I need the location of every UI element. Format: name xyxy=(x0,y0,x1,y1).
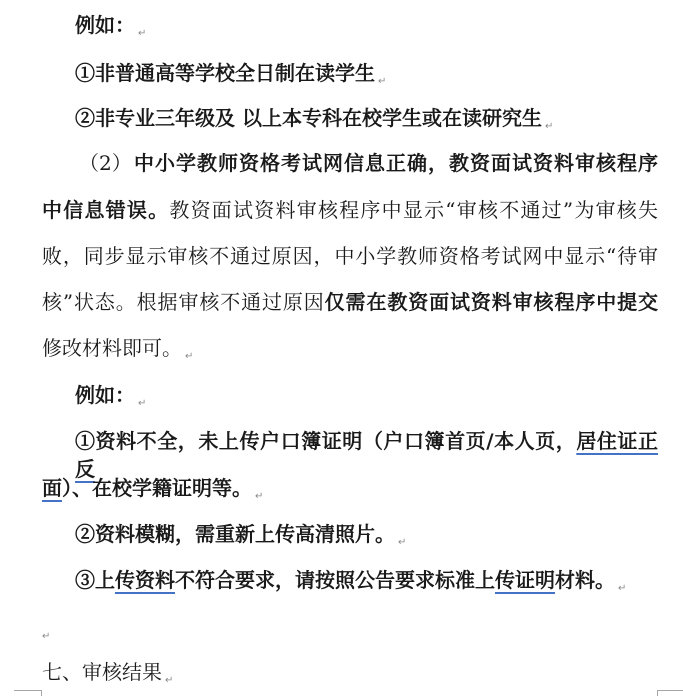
case-2-line-1 xyxy=(75,149,658,177)
case-2-line-2 xyxy=(42,196,658,224)
case-body-text: 教资面试资料审核程序中显示“审核不通过”为审核失 xyxy=(169,198,659,222)
paragraph-mark-icon: ↵ xyxy=(378,76,387,87)
case-2-line-3 xyxy=(42,242,658,270)
example-label-paragraph-2 xyxy=(75,381,658,409)
example-label: 例如： xyxy=(75,13,135,37)
paragraph-mark-icon: ↵ xyxy=(255,491,264,502)
example-label: 例如： xyxy=(75,383,135,407)
list-item-text: ②资料模糊，需重新上传高清照片。 xyxy=(75,522,395,546)
case-heading-text-end: 中信息错误。 xyxy=(42,198,170,222)
case-body-text: 修改材料即可。 xyxy=(42,336,182,360)
list-item-2-2 xyxy=(75,520,658,548)
list-item-1-1 xyxy=(75,59,658,87)
paragraph-mark-icon: ↵ xyxy=(398,537,407,548)
section-heading: 七、审核结果 xyxy=(42,660,162,684)
paragraph-mark-icon: ↵ xyxy=(138,398,147,409)
case-2-line-5 xyxy=(42,334,658,362)
corner-mark-right-vertical xyxy=(657,690,658,696)
grammar-flagged-text[interactable]: 传资料 xyxy=(115,568,175,592)
paragraph-mark-icon: ↵ xyxy=(138,28,147,39)
corner-mark-left-vertical xyxy=(41,690,42,696)
paragraph-mark-icon: ↵ xyxy=(42,631,51,642)
paragraph-mark-icon: ↵ xyxy=(544,121,554,132)
list-item-text: ）、在校学籍证明等。 xyxy=(62,476,252,500)
corner-mark-left-horizontal xyxy=(14,690,42,691)
list-item-2-1-line-2 xyxy=(42,474,658,502)
list-item-1-2 xyxy=(75,104,658,132)
section-heading-paragraph xyxy=(42,658,658,686)
case-number: （2） xyxy=(79,151,132,175)
paragraph-mark-icon: ↵ xyxy=(165,675,174,686)
list-item-text: ①资料不全，未上传户口簿证明（户口簿首页/本人页， xyxy=(75,429,577,453)
list-item-text: ③上 xyxy=(75,568,115,592)
case-emphasis-text: 仅需在教资面试资料审核程序中提交 xyxy=(324,290,658,314)
list-item-2-1-line-1 xyxy=(75,427,658,481)
list-item-text: 不符合要求，请按照公告要求标准上 xyxy=(175,568,495,592)
paragraph-mark-icon: ↵ xyxy=(618,583,627,594)
case-2-line-4 xyxy=(42,288,658,316)
grammar-flagged-text[interactable]: 居住证正反 xyxy=(75,429,658,481)
example-label-paragraph-1 xyxy=(75,11,658,39)
list-item-text: ①非普通高等学校全日制在读学生 xyxy=(75,61,375,85)
list-item-text: 材料。 xyxy=(555,568,615,592)
grammar-flagged-text[interactable]: 面 xyxy=(42,476,62,500)
list-item-text: ②非专业三年级及 以上本专科在校学生或在读研究生 xyxy=(75,106,542,130)
corner-mark-right-horizontal xyxy=(657,690,683,691)
list-item-2-3 xyxy=(75,566,658,594)
case-body-text: 败，同步显示审核不通过原因，中小学教师资格考试网中显示“待审 xyxy=(42,244,658,268)
grammar-flagged-text[interactable]: 传证明 xyxy=(495,568,555,592)
empty-paragraph xyxy=(42,614,658,642)
paragraph-mark-icon: ↵ xyxy=(185,351,194,362)
case-heading-text: 中小学教师资格考试网信息正确，教资面试资料审核程序 xyxy=(134,151,658,175)
case-body-text: 核”状态。根据审核不通过原因 xyxy=(42,290,325,314)
